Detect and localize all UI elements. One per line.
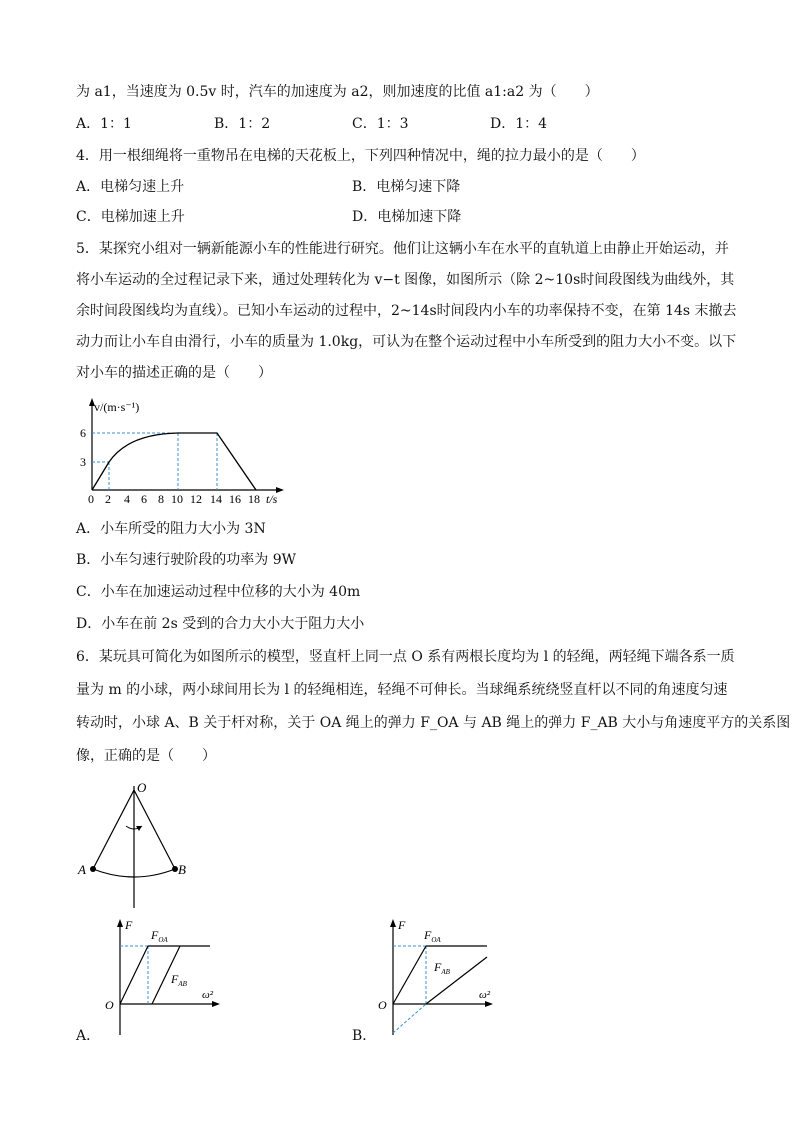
vt-xlabel: t/s <box>266 492 278 506</box>
model-label-O: O <box>137 780 147 795</box>
vt-xtick-16: 16 <box>229 492 241 506</box>
graph-a-x: ω² <box>202 989 214 1001</box>
q6-option-b-label[interactable]: B． <box>352 1028 377 1044</box>
vt-xtick-14: 14 <box>210 492 222 506</box>
q5-stem-line-4: 动力而让小车自由滑行，小车的质量为 1.0kg，可认为在整个运动过程中小车所受到的阻力大小不变。以下 <box>76 334 737 350</box>
vt-xtick-0: 0 <box>88 492 94 506</box>
q3-option-c[interactable]: C．1：3 <box>352 116 409 132</box>
graph-b-F: F <box>398 918 406 932</box>
q6-stem-line-2: 量为 m 的小球，两小球间用长为 l 的轻绳相连，轻绳不可伸长。当球绳系统绕竖直杆以不同的角速度匀速 <box>76 682 728 698</box>
vt-xtick-4: 4 <box>124 492 130 506</box>
q5-option-d[interactable]: D．小车在前 2s 受到的合力大小大于阻力大小 <box>76 616 365 632</box>
q4-option-a[interactable]: A．电梯匀速上升 <box>76 179 185 195</box>
graph-b-origin: O <box>378 998 387 1012</box>
q3-option-b[interactable]: B．1：2 <box>214 116 271 132</box>
q6-stem-line-1: 6．某玩具可简化为如图所示的模型，竖直杆上同一点 O 系有两根长度均为 l 的轻绳，两轻绳下端各系一质 <box>76 649 735 665</box>
model-label-A: A <box>78 862 86 877</box>
vt-xtick-2: 2 <box>105 492 111 506</box>
q5-option-a[interactable]: A．小车所受的阻力大小为 3N <box>76 521 266 537</box>
model-label-B: B <box>178 862 186 877</box>
vt-xtick-10: 10 <box>171 492 183 506</box>
graph-b-FAB: $F_{AB}$ <box>434 960 450 976</box>
q5-stem-line-2: 将小车运动的全过程记录下来，通过处理转化为 v−t 图像，如图所示（除 2~10s时间段图线为曲线外，其 <box>76 272 735 288</box>
q3-option-d[interactable]: D．1：4 <box>490 116 548 132</box>
q5-vt-graph <box>70 392 300 507</box>
vt-xtick-8: 8 <box>158 492 164 506</box>
vt-xtick-6: 6 <box>141 492 147 506</box>
q6-option-a-label[interactable]: A． <box>76 1028 101 1044</box>
q4-stem: 4．用一根细绳将一重物吊在电梯的天花板上，下列四种情况中，绳的拉力最小的是（ ） <box>76 148 645 164</box>
graph-b-x: ω² <box>479 989 491 1001</box>
q6-option-b-graph[interactable] <box>371 915 501 1040</box>
q3-option-a[interactable]: A．1：1 <box>76 116 132 132</box>
vt-ytick-6: 6 <box>80 426 86 440</box>
graph-a-origin: O <box>105 998 114 1012</box>
graph-a-F: F <box>125 918 133 932</box>
graph-a-FAB: $F_{AB}$ <box>171 972 187 988</box>
q5-stem-line-1: 5．某探究小组对一辆新能源小车的性能进行研究。他们让这辆小车在水平的直轨道上由静止开始运动，并 <box>76 241 729 257</box>
q6-model-figure <box>74 778 204 913</box>
q5-stem-line-5: 对小车的描述正确的是（ ） <box>76 365 272 381</box>
graph-a-FOA: $F_{OA}$ <box>151 928 168 944</box>
vt-xtick-12: 12 <box>190 492 202 506</box>
vt-ylabel: v/(m·s⁻¹) <box>94 400 140 414</box>
q4-option-c[interactable]: C．电梯加速上升 <box>76 209 185 225</box>
vt-curve <box>92 433 256 490</box>
vt-xtick-18: 18 <box>248 492 260 506</box>
q6-option-a-graph[interactable] <box>98 915 228 1040</box>
q4-option-d[interactable]: D．电梯加速下降 <box>352 209 462 225</box>
q5-option-b[interactable]: B．小车匀速行驶阶段的功率为 9W <box>76 552 297 568</box>
q5-option-c[interactable]: C．小车在加速运动过程中位移的大小为 40m <box>76 584 361 600</box>
q5-stem-line-3: 余时间段图线均为直线）。已知小车运动的过程中，2~14s时间段内小车的功率保持不变，在第 14s 末撤去 <box>76 303 737 319</box>
graph-b-FOA: $F_{OA}$ <box>424 928 441 944</box>
vt-ytick-3: 3 <box>80 455 86 469</box>
q6-stem-line-3: 转动时，小球 A、B 关于杆对称，关于 OA 绳上的弹力 F_OA 与 AB 绳上的弹力 F_AB 大小与角速度平方的关系图 <box>76 715 791 731</box>
q4-option-b[interactable]: B．电梯匀速下降 <box>352 179 461 195</box>
q6-stem-line-4: 像，正确的是（ ） <box>76 748 216 764</box>
q3-stem-tail: 为 a1，当速度为 0.5v 时，汽车的加速度为 a2，则加速度的比值 a1:a2 为（ ） <box>76 84 599 100</box>
